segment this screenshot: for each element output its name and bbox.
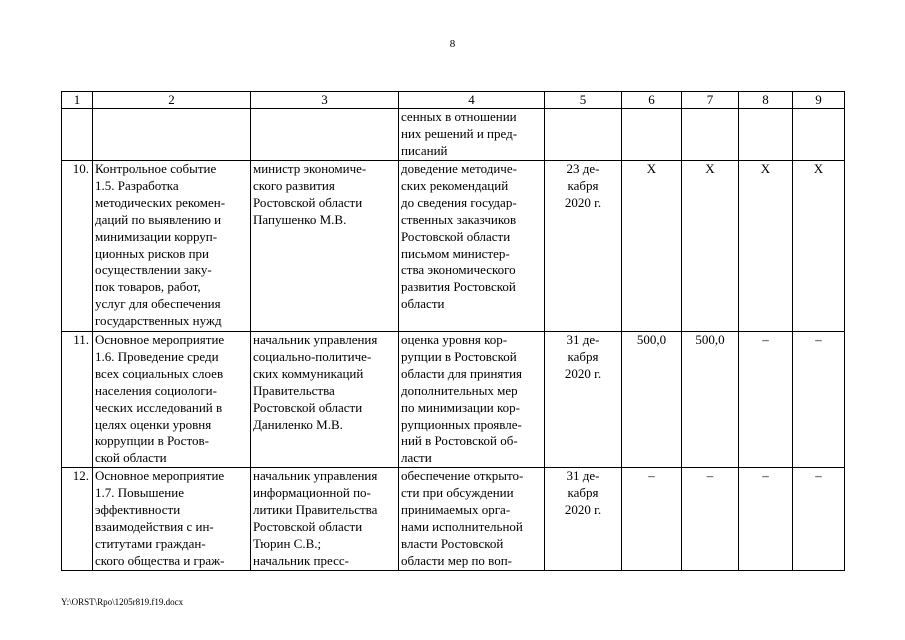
cell-line: ских коммуникаций xyxy=(253,365,364,381)
amount-cell xyxy=(682,109,739,161)
amount-cell: 500,0 xyxy=(622,332,682,468)
file-path-footer: Y:\ORST\Rpo\1205r819.f19.docx xyxy=(61,597,184,607)
cell-line: Основное мероприятие xyxy=(95,332,225,347)
result-cell xyxy=(399,161,545,332)
cell-line: кабря xyxy=(567,485,599,501)
cell-line: населения социологи- xyxy=(95,382,217,398)
cell-line: ственных заказчиков xyxy=(401,211,517,227)
activity-cell xyxy=(93,109,251,161)
table-row xyxy=(62,109,845,161)
activity-cell xyxy=(93,332,251,468)
cell-line: коррупции в Ростов- xyxy=(95,433,209,449)
cell-line: ских рекомендаций xyxy=(401,177,509,193)
cell-line: области для принятия xyxy=(401,365,523,381)
header-cell: 5 xyxy=(545,92,622,109)
responsible-cell xyxy=(251,109,399,161)
cell-line: кабря xyxy=(567,177,599,193)
cell-line: кабря xyxy=(567,348,599,364)
cell-line: них решений и пред- xyxy=(401,125,518,141)
result-cell xyxy=(399,468,545,570)
deadline-cell xyxy=(545,109,622,161)
cell-line: всех социальных слоев xyxy=(95,365,224,381)
cell-line: социально-политиче- xyxy=(253,348,372,364)
cell-line: ской области xyxy=(95,450,167,466)
header-cell: 3 xyxy=(251,92,399,109)
cell-line: 2020 г. xyxy=(564,365,602,381)
cell-line: Даниленко М.В. xyxy=(253,416,343,432)
cell-line: государственных нужд xyxy=(95,313,222,329)
cell-line: Ростовской области xyxy=(253,399,363,415)
deadline-cell xyxy=(545,332,622,468)
column-number-header-row xyxy=(62,92,845,109)
amount-cell xyxy=(793,109,845,161)
activity-cell xyxy=(93,161,251,332)
cell-line: даций по выявлению и xyxy=(95,211,222,227)
header-cell: 1 xyxy=(62,92,93,109)
cell-line: литики Правительства xyxy=(253,502,378,518)
amount-cell: X xyxy=(682,161,739,332)
cell-line: Ростовской области xyxy=(253,194,363,210)
amount-cell: 500,0 xyxy=(682,332,739,468)
amount-cell: – xyxy=(622,468,682,570)
row-number-cell xyxy=(62,109,93,161)
cell-line: начальник пресс- xyxy=(253,552,349,568)
cell-line: взаимодействия с ин- xyxy=(95,518,214,534)
cell-line: министр экономиче- xyxy=(253,161,367,176)
cell-line: методических рекомен- xyxy=(95,194,226,210)
amount-cell: – xyxy=(793,332,845,468)
row-number-cell: 11. xyxy=(62,332,93,468)
cell-line: Правительства xyxy=(253,382,335,398)
cell-line: писаний xyxy=(401,142,448,158)
cell-line: минимизации корруп- xyxy=(95,228,218,244)
cell-line: эффективности xyxy=(95,502,181,518)
table-row xyxy=(62,161,845,332)
header-cell: 7 xyxy=(682,92,739,109)
cell-line: сенных в отношении xyxy=(401,109,517,124)
cell-line: осуществлении заку- xyxy=(95,262,212,278)
cell-line: ского общества и граж- xyxy=(95,552,225,568)
cell-line: Тюрин С.В.; xyxy=(253,535,322,551)
cell-line: Ростовской области xyxy=(253,518,363,534)
responsible-cell xyxy=(251,161,399,332)
cell-line: ского развития xyxy=(253,177,335,193)
cell-line: до сведения государ- xyxy=(401,194,517,210)
cell-line: информационной по- xyxy=(253,485,371,501)
row-number-cell: 10. xyxy=(62,161,93,332)
cell-line: 31 де- xyxy=(566,332,600,347)
header-cell: 2 xyxy=(93,92,251,109)
cell-line: ститутами граждан- xyxy=(95,535,206,551)
cell-line: ционных рисков при xyxy=(95,245,209,261)
cell-line: Основное мероприятие xyxy=(95,468,225,484)
cell-line: пок товаров, работ, xyxy=(95,279,201,295)
deadline-cell xyxy=(545,161,622,332)
plan-table xyxy=(61,91,845,571)
cell-line: ласти xyxy=(401,450,432,466)
cell-line: принимаемых орга- xyxy=(401,502,511,518)
responsible-cell xyxy=(251,332,399,468)
cell-line: ческих исследований в xyxy=(95,399,223,415)
cell-line: сти при обсуждении xyxy=(401,485,514,501)
amount-cell xyxy=(739,109,793,161)
cell-line: развития Ростовской xyxy=(401,279,516,295)
header-cell: 8 xyxy=(739,92,793,109)
cell-line: целях оценки уровня xyxy=(95,416,212,432)
result-cell xyxy=(399,332,545,468)
cell-line: рупции в Ростовской xyxy=(401,348,517,364)
amount-cell: – xyxy=(793,468,845,570)
cell-line: доведение методиче- xyxy=(401,161,517,176)
cell-line: 1.7. Повышение xyxy=(95,485,184,501)
cell-line: письмом министер- xyxy=(401,245,510,261)
result-cell xyxy=(399,109,545,161)
activity-cell xyxy=(93,468,251,570)
cell-line: 31 де- xyxy=(566,468,600,484)
responsible-cell xyxy=(251,468,399,570)
cell-line: нами исполнительной xyxy=(401,518,523,534)
cell-line: услуг для обеспечения xyxy=(95,296,221,312)
header-cell: 6 xyxy=(622,92,682,109)
cell-line: 23 де- xyxy=(566,161,600,176)
cell-line: области мер по воп- xyxy=(401,552,512,568)
cell-line: области xyxy=(401,296,445,312)
cell-line: по минимизации кор- xyxy=(401,399,520,415)
amount-cell xyxy=(622,109,682,161)
amount-cell: – xyxy=(682,468,739,570)
row-number-cell: 12. xyxy=(62,468,93,570)
header-cell: 4 xyxy=(399,92,545,109)
amount-cell: X xyxy=(622,161,682,332)
amount-cell: X xyxy=(793,161,845,332)
cell-line: дополнительных мер xyxy=(401,382,518,398)
table-row xyxy=(62,332,845,468)
cell-line: Папушенко М.В. xyxy=(253,211,347,227)
cell-line: власти Ростовской xyxy=(401,535,504,551)
cell-line: 1.5. Разработка xyxy=(95,177,179,193)
cell-line: Ростовской области xyxy=(401,228,511,244)
cell-line: рупционных проявле- xyxy=(401,416,522,432)
amount-cell: – xyxy=(739,332,793,468)
table-row xyxy=(62,468,845,570)
amount-cell: – xyxy=(739,468,793,570)
cell-line: оценка уровня кор- xyxy=(401,332,508,347)
header-cell: 9 xyxy=(793,92,845,109)
cell-line: начальник управления xyxy=(253,468,378,484)
cell-line: начальник управления xyxy=(253,332,378,347)
deadline-cell xyxy=(545,468,622,570)
cell-line: ний в Ростовской об- xyxy=(401,433,518,449)
cell-line: 1.6. Проведение среди xyxy=(95,348,219,364)
amount-cell: X xyxy=(739,161,793,332)
cell-line: 2020 г. xyxy=(564,194,602,210)
cell-line: 2020 г. xyxy=(564,502,602,518)
cell-line: обеспечение открыто- xyxy=(401,468,524,484)
cell-line: Контрольное событие xyxy=(95,161,217,176)
cell-line: ства экономического xyxy=(401,262,516,278)
page-number: 8 xyxy=(449,38,456,50)
